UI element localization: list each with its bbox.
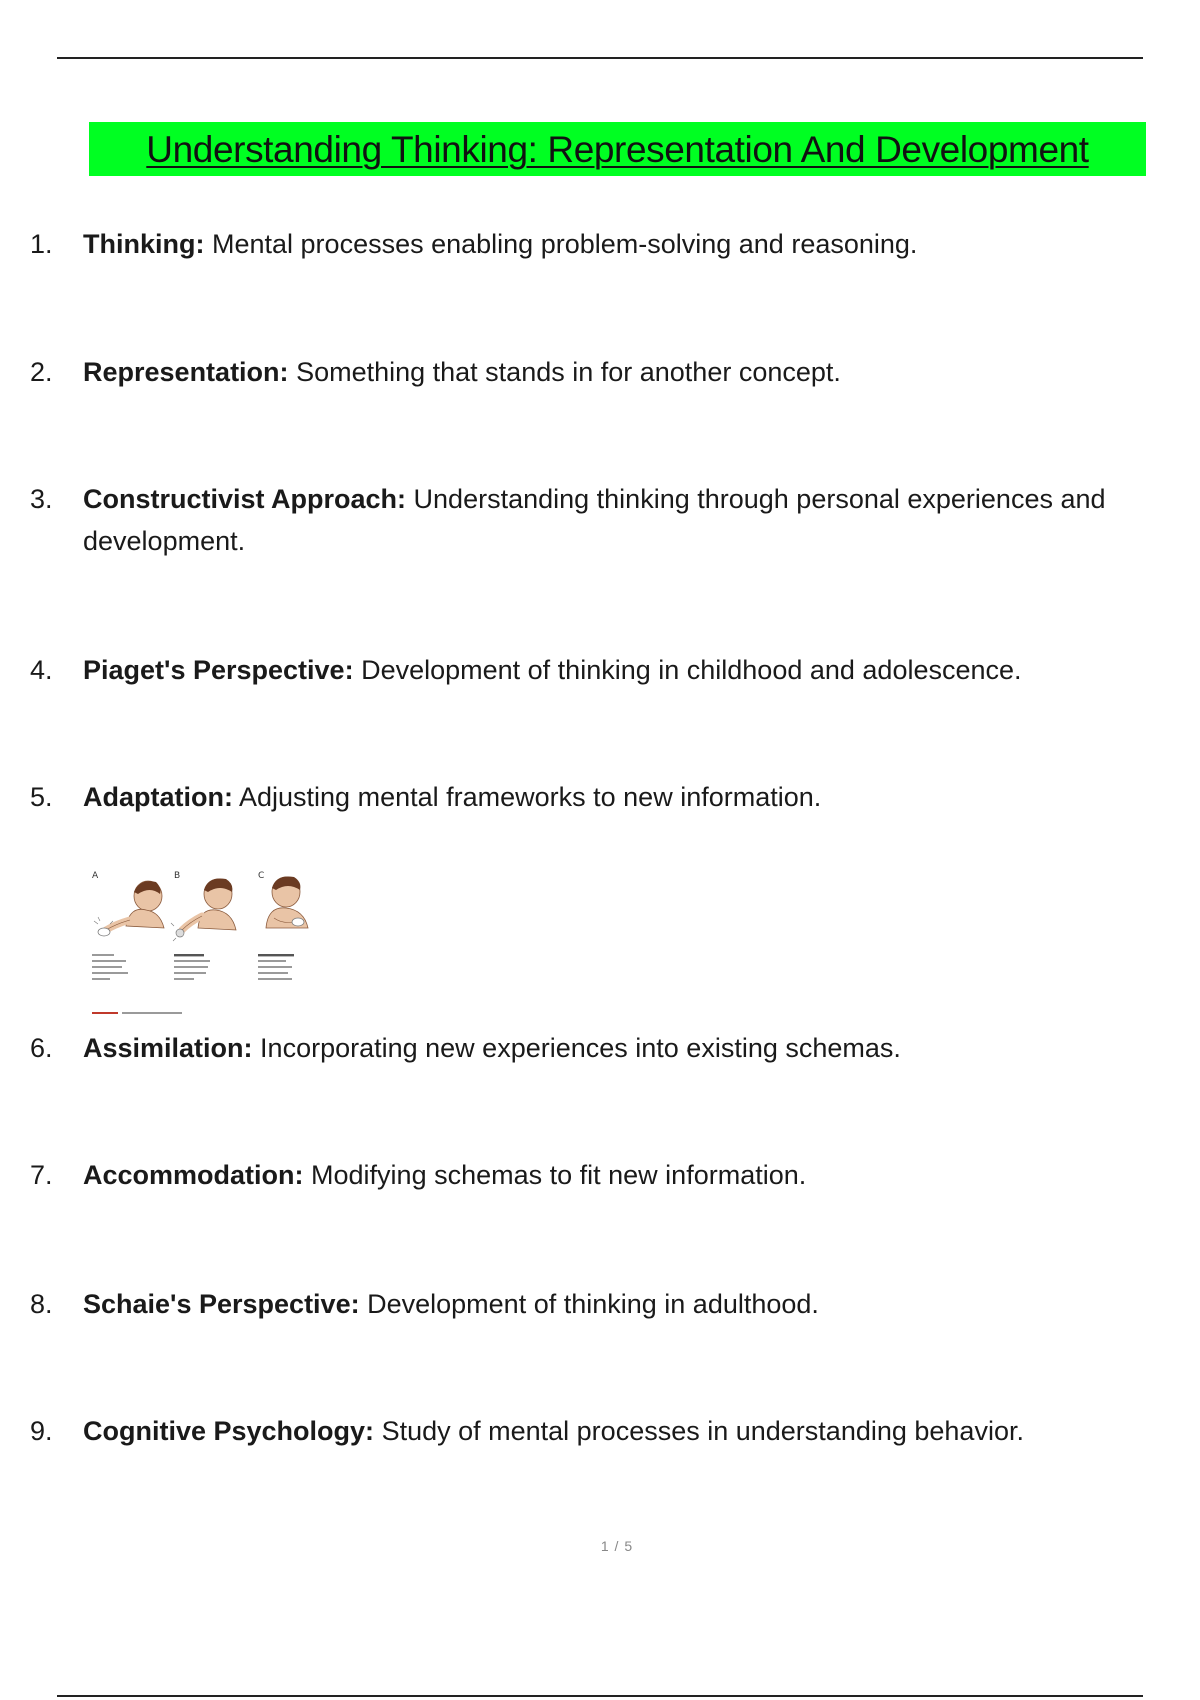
- item-definition: Incorporating new experiences into existing schemas.: [260, 1033, 901, 1063]
- item-definition: Development of thinking in childhood and adolescence.: [361, 655, 1022, 685]
- item-definition: Mental processes enabling problem-solving and reasoning.: [212, 229, 918, 259]
- item-body: [83, 1410, 1180, 1452]
- item-body: [83, 1154, 1180, 1196]
- bottom-rule: [57, 1695, 1143, 1697]
- list-item: [30, 1283, 1180, 1325]
- item-definition: Adjusting mental frameworks to new information.: [239, 782, 822, 812]
- item-term: Piaget's Perspective:: [83, 655, 354, 685]
- item-term: Schaie's Perspective:: [83, 1289, 360, 1319]
- list-item: [30, 649, 1180, 691]
- figure-caption-marks: [92, 954, 294, 1014]
- top-rule: [57, 57, 1143, 59]
- item-body: [83, 649, 1180, 691]
- panel-label-a: A: [92, 871, 99, 881]
- list-item: [30, 776, 1180, 818]
- baby-b-icon: [171, 878, 236, 941]
- item-number: 3.: [30, 484, 53, 514]
- item-number: 9.: [30, 1416, 53, 1446]
- item-term: Thinking:: [83, 229, 205, 259]
- baby-a-icon: [94, 881, 164, 936]
- item-body: [83, 1027, 1180, 1069]
- item-number: 1.: [30, 229, 53, 259]
- item-term: Assimilation:: [83, 1033, 253, 1063]
- item-number: 7.: [30, 1160, 53, 1190]
- item-body: [83, 776, 1180, 818]
- item-body: [83, 1283, 1180, 1325]
- item-body: [83, 223, 1180, 265]
- item-definition: Development of thinking in adulthood.: [367, 1289, 819, 1319]
- item-term: Cognitive Psychology:: [83, 1416, 375, 1446]
- list-item: [30, 1027, 1180, 1069]
- item-number: 5.: [30, 782, 53, 812]
- panel-label-b: B: [174, 871, 181, 881]
- baby-c-icon: [266, 876, 308, 928]
- item-term: Adaptation:: [83, 782, 233, 812]
- item-number: 8.: [30, 1289, 53, 1319]
- panel-label-c: C: [258, 871, 265, 881]
- item-number: 2.: [30, 357, 53, 387]
- list-item: [30, 1154, 1180, 1196]
- item-definition: Modifying schemas to fit new information.: [311, 1160, 807, 1190]
- item-body: [83, 351, 1180, 393]
- document-title: Understanding Thinking: Representation And Development: [146, 128, 1089, 170]
- item-term: Accommodation:: [83, 1160, 304, 1190]
- item-definition: Study of mental processes in understanding behavior.: [381, 1416, 1024, 1446]
- title-highlight: [89, 122, 1146, 176]
- item-number: 6.: [30, 1033, 53, 1063]
- item-term: Representation:: [83, 357, 289, 387]
- page-number: 1 / 5: [600, 1538, 634, 1554]
- item-number: 4.: [30, 655, 53, 685]
- list-item: [30, 223, 1180, 265]
- list-item: [30, 1410, 1180, 1452]
- list-item: [30, 478, 1180, 562]
- list-item: [30, 351, 1180, 393]
- adaptation-figure: [90, 866, 322, 1026]
- item-body: [83, 478, 1180, 562]
- item-definition: Understanding thinking through personal experiences and development.: [83, 484, 1106, 556]
- baby-adaptation-illustration: [90, 866, 322, 1026]
- item-term: Constructivist Approach:: [83, 484, 407, 514]
- item-definition: Something that stands in for another concept.: [296, 357, 841, 387]
